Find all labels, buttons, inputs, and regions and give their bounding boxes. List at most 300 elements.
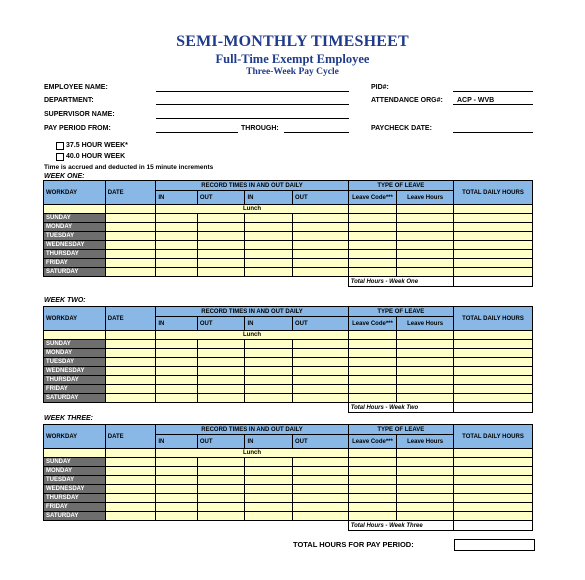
time-out-input[interactable] — [197, 250, 245, 259]
leave-hours-input[interactable] — [397, 394, 454, 403]
leave-hours-input[interactable] — [397, 503, 454, 512]
time-in-input[interactable] — [245, 494, 293, 503]
date-input[interactable] — [105, 512, 156, 521]
total-daily-hours-input[interactable] — [453, 385, 532, 394]
leave-code-header: Leave Code*** — [348, 191, 397, 205]
total-row-spacer — [44, 277, 349, 287]
week-two-label: WEEK TWO: — [44, 297, 86, 304]
lunch-label: Lunch — [156, 205, 348, 214]
total-daily-hours-input[interactable] — [453, 394, 532, 403]
time-in-input[interactable] — [245, 340, 293, 349]
workday-blank — [44, 331, 106, 340]
week-table — [43, 424, 533, 531]
week-total-input[interactable] — [453, 277, 532, 287]
time-in-input[interactable] — [156, 241, 198, 250]
workday-header: WORKDAY — [44, 307, 106, 331]
time-in-input[interactable] — [156, 476, 198, 485]
table-row — [44, 349, 533, 358]
leave-code-input[interactable] — [348, 241, 397, 250]
leave-hours-header: Leave Hours — [397, 435, 454, 449]
through-label: THROUGH: — [241, 125, 279, 132]
date-input[interactable] — [105, 259, 156, 268]
leave-hours-input[interactable] — [397, 223, 454, 232]
total-daily-hours-header: TOTAL DAILY HOURS — [453, 181, 532, 205]
week-table — [43, 306, 533, 413]
employee-name-label: EMPLOYEE NAME: — [44, 84, 108, 91]
leave-code-header: Leave Code*** — [348, 435, 397, 449]
leave-code-blank — [348, 331, 397, 340]
time-in-input[interactable] — [245, 268, 293, 277]
time-in-input[interactable] — [245, 467, 293, 476]
time-in-input[interactable] — [245, 349, 293, 358]
hours-40-label: 40.0 HOUR WEEK — [66, 153, 126, 160]
total-daily-hours-input[interactable] — [453, 494, 532, 503]
leave-code-input[interactable] — [348, 376, 397, 385]
time-out-input[interactable] — [197, 512, 245, 521]
total-daily-hours-input[interactable] — [453, 268, 532, 277]
leave-code-input[interactable] — [348, 494, 397, 503]
in-header: IN — [156, 435, 198, 449]
workday-cell: THURSDAY — [44, 250, 106, 259]
workday-cell: SUNDAY — [44, 458, 106, 467]
date-input[interactable] — [105, 467, 156, 476]
time-in-input[interactable] — [245, 385, 293, 394]
page-title: SEMI-MONTHLY TIMESHEET — [176, 33, 409, 50]
week-total-input[interactable] — [453, 403, 532, 413]
table-row — [44, 232, 533, 241]
workday-cell: WEDNESDAY — [44, 241, 106, 250]
workday-cell: THURSDAY — [44, 376, 106, 385]
time-out-input[interactable] — [293, 394, 349, 403]
leave-code-input[interactable] — [348, 385, 397, 394]
out-header: OUT — [197, 191, 245, 205]
week-total-input[interactable] — [453, 521, 532, 531]
time-in-input[interactable] — [156, 376, 198, 385]
total-daily-hours-input[interactable] — [453, 241, 532, 250]
workday-cell: SUNDAY — [44, 214, 106, 223]
supervisor-name-field[interactable] — [156, 118, 349, 119]
in-header: IN — [245, 191, 293, 205]
total-daily-hours-input[interactable] — [453, 250, 532, 259]
leave-code-input[interactable] — [348, 259, 397, 268]
leave-hours-input[interactable] — [397, 232, 454, 241]
table-row — [44, 214, 533, 223]
time-out-input[interactable] — [197, 458, 245, 467]
total-pay-period-field[interactable] — [454, 539, 535, 551]
time-in-input[interactable] — [156, 512, 198, 521]
time-out-input[interactable] — [293, 223, 349, 232]
time-in-input[interactable] — [156, 250, 198, 259]
time-out-input[interactable] — [197, 358, 245, 367]
time-out-input[interactable] — [293, 259, 349, 268]
increment-note: Time is accrued and deducted in 15 minute increments — [44, 164, 214, 171]
leave-hours-input[interactable] — [397, 467, 454, 476]
leave-code-blank — [348, 449, 397, 458]
out-header: OUT — [293, 191, 349, 205]
time-out-input[interactable] — [197, 467, 245, 476]
table-row — [44, 494, 533, 503]
total-row-spacer — [44, 521, 349, 531]
time-out-input[interactable] — [197, 376, 245, 385]
workday-cell: WEDNESDAY — [44, 367, 106, 376]
time-out-input[interactable] — [293, 241, 349, 250]
total-daily-hours-input[interactable] — [453, 259, 532, 268]
date-input[interactable] — [105, 458, 156, 467]
table-row — [44, 512, 533, 521]
workday-header: WORKDAY — [44, 181, 106, 205]
time-in-input[interactable] — [156, 358, 198, 367]
week-three-label: WEEK THREE: — [44, 415, 93, 422]
time-in-input[interactable] — [245, 458, 293, 467]
pay-period-from-field[interactable] — [156, 132, 238, 133]
time-out-input[interactable] — [293, 349, 349, 358]
time-in-input[interactable] — [245, 512, 293, 521]
workday-cell: SUNDAY — [44, 340, 106, 349]
attendance-org-value: ACP - WVB — [457, 97, 495, 104]
attendance-org-label: ATTENDANCE ORG#: — [371, 97, 443, 104]
time-out-input[interactable] — [197, 385, 245, 394]
time-in-input[interactable] — [156, 494, 198, 503]
time-in-input[interactable] — [156, 349, 198, 358]
leave-hours-input[interactable] — [397, 268, 454, 277]
time-in-input[interactable] — [245, 376, 293, 385]
time-out-input[interactable] — [293, 358, 349, 367]
time-out-input[interactable] — [293, 232, 349, 241]
workday-cell: FRIDAY — [44, 503, 106, 512]
time-out-input[interactable] — [293, 476, 349, 485]
leave-hours-input[interactable] — [397, 340, 454, 349]
workday-cell: FRIDAY — [44, 259, 106, 268]
time-out-input[interactable] — [293, 467, 349, 476]
time-out-input[interactable] — [197, 223, 245, 232]
lunch-label: Lunch — [156, 449, 348, 458]
table-row — [44, 358, 533, 367]
time-in-input[interactable] — [245, 476, 293, 485]
leave-code-input[interactable] — [348, 485, 397, 494]
leave-code-input[interactable] — [348, 503, 397, 512]
time-in-input[interactable] — [245, 503, 293, 512]
table-row — [44, 340, 533, 349]
table-row — [44, 503, 533, 512]
time-in-input[interactable] — [156, 340, 198, 349]
time-in-input[interactable] — [156, 394, 198, 403]
time-out-input[interactable] — [197, 241, 245, 250]
table-row — [44, 485, 533, 494]
time-out-input[interactable] — [293, 512, 349, 521]
table-row — [44, 394, 533, 403]
time-in-input[interactable] — [156, 223, 198, 232]
leave-code-input[interactable] — [348, 214, 397, 223]
total-daily-hours-input[interactable] — [453, 467, 532, 476]
time-in-input[interactable] — [156, 503, 198, 512]
date-header: DATE — [105, 425, 156, 449]
department-label: DEPARTMENT: — [44, 97, 94, 104]
time-out-input[interactable] — [197, 394, 245, 403]
leave-hours-input[interactable] — [397, 376, 454, 385]
through-field[interactable] — [284, 132, 349, 133]
week-total-label: Total Hours - Week One — [348, 277, 453, 287]
workday-cell: TUESDAY — [44, 358, 106, 367]
time-out-input[interactable] — [197, 232, 245, 241]
table-row — [44, 367, 533, 376]
leave-hours-header: Leave Hours — [397, 191, 454, 205]
leave-hours-input[interactable] — [397, 349, 454, 358]
time-out-input[interactable] — [197, 367, 245, 376]
time-in-input[interactable] — [245, 241, 293, 250]
lunch-label: Lunch — [156, 331, 348, 340]
date-blank — [105, 449, 156, 458]
out-header: OUT — [293, 317, 349, 331]
hours-37-5-label: 37.5 HOUR WEEK* — [66, 142, 128, 149]
date-input[interactable] — [105, 214, 156, 223]
workday-cell: SATURDAY — [44, 512, 106, 521]
page-subtitle: Full-Time Exempt Employee — [215, 52, 370, 66]
time-in-input[interactable] — [245, 394, 293, 403]
total-daily-hours-input[interactable] — [453, 349, 532, 358]
employee-name-field[interactable] — [156, 91, 349, 92]
time-out-input[interactable] — [293, 214, 349, 223]
total-daily-hours-header: TOTAL DAILY HOURS — [453, 425, 532, 449]
leave-code-header: Leave Code*** — [348, 317, 397, 331]
date-input[interactable] — [105, 376, 156, 385]
table-row — [44, 476, 533, 485]
in-header: IN — [156, 191, 198, 205]
workday-cell: WEDNESDAY — [44, 485, 106, 494]
leave-hours-input[interactable] — [397, 512, 454, 521]
workday-cell: MONDAY — [44, 223, 106, 232]
time-out-input[interactable] — [197, 485, 245, 494]
leave-code-input[interactable] — [348, 458, 397, 467]
table-row — [44, 268, 533, 277]
record-times-header: RECORD TIMES IN AND OUT DAILY — [156, 425, 348, 435]
leave-code-blank — [348, 205, 397, 214]
leave-hours-input[interactable] — [397, 367, 454, 376]
workday-cell: TUESDAY — [44, 476, 106, 485]
leave-hours-input[interactable] — [397, 259, 454, 268]
total-daily-hours-input[interactable] — [453, 503, 532, 512]
total-row-spacer — [44, 403, 349, 413]
time-out-input[interactable] — [197, 259, 245, 268]
leave-hours-input[interactable] — [397, 485, 454, 494]
date-input[interactable] — [105, 485, 156, 494]
date-header: DATE — [105, 307, 156, 331]
week-one-label: WEEK ONE: — [44, 173, 85, 180]
leave-hours-blank — [397, 205, 454, 214]
time-in-input[interactable] — [156, 367, 198, 376]
out-header: OUT — [197, 435, 245, 449]
week-total-label: Total Hours - Week Two — [348, 403, 453, 413]
leave-code-input[interactable] — [348, 358, 397, 367]
time-in-input[interactable] — [245, 250, 293, 259]
date-input[interactable] — [105, 349, 156, 358]
pid-label: PID#: — [371, 84, 389, 91]
time-in-input[interactable] — [245, 358, 293, 367]
workday-cell: TUESDAY — [44, 232, 106, 241]
time-out-input[interactable] — [293, 458, 349, 467]
leave-code-input[interactable] — [348, 268, 397, 277]
leave-hours-input[interactable] — [397, 214, 454, 223]
total-daily-hours-input[interactable] — [453, 232, 532, 241]
time-out-input[interactable] — [293, 503, 349, 512]
pay-period-from-label: PAY PERIOD FROM: — [44, 125, 111, 132]
record-times-header: RECORD TIMES IN AND OUT DAILY — [156, 181, 348, 191]
hours-37-5-checkbox[interactable] — [56, 142, 64, 150]
time-in-input[interactable] — [245, 485, 293, 494]
week-total-label: Total Hours - Week Three — [348, 521, 453, 531]
pay-cycle-label: Three-Week Pay Cycle — [246, 67, 339, 77]
time-out-input[interactable] — [293, 268, 349, 277]
time-in-input[interactable] — [245, 232, 293, 241]
time-out-input[interactable] — [293, 367, 349, 376]
total-daily-hours-input[interactable] — [453, 214, 532, 223]
time-out-input[interactable] — [197, 349, 245, 358]
paycheck-date-label: PAYCHECK DATE: — [371, 125, 432, 132]
time-in-input[interactable] — [156, 214, 198, 223]
workday-cell: MONDAY — [44, 349, 106, 358]
table-row — [44, 241, 533, 250]
time-out-input[interactable] — [293, 376, 349, 385]
leave-code-input[interactable] — [348, 223, 397, 232]
leave-code-input[interactable] — [348, 349, 397, 358]
leave-hours-input[interactable] — [397, 385, 454, 394]
date-input[interactable] — [105, 232, 156, 241]
total-daily-hours-input[interactable] — [453, 340, 532, 349]
leave-hours-blank — [397, 331, 454, 340]
week-table — [43, 180, 533, 287]
out-header: OUT — [293, 435, 349, 449]
total-daily-hours-input[interactable] — [453, 476, 532, 485]
total-daily-hours-input[interactable] — [453, 512, 532, 521]
time-in-input[interactable] — [156, 268, 198, 277]
date-input[interactable] — [105, 476, 156, 485]
date-input[interactable] — [105, 268, 156, 277]
in-header: IN — [245, 317, 293, 331]
table-row — [44, 250, 533, 259]
leave-hours-input[interactable] — [397, 458, 454, 467]
time-in-input[interactable] — [156, 458, 198, 467]
leave-code-input[interactable] — [348, 394, 397, 403]
time-out-input[interactable] — [293, 494, 349, 503]
leave-hours-input[interactable] — [397, 241, 454, 250]
department-field[interactable] — [156, 104, 349, 105]
supervisor-name-label: SUPERVISOR NAME: — [44, 111, 115, 118]
time-out-input[interactable] — [197, 476, 245, 485]
attendance-org-field[interactable] — [453, 104, 533, 105]
time-out-input[interactable] — [293, 485, 349, 494]
table-row — [44, 223, 533, 232]
date-input[interactable] — [105, 394, 156, 403]
workday-blank — [44, 205, 106, 214]
leave-code-input[interactable] — [348, 476, 397, 485]
total-blank — [453, 205, 532, 214]
time-out-input[interactable] — [197, 268, 245, 277]
date-input[interactable] — [105, 340, 156, 349]
time-out-input[interactable] — [197, 340, 245, 349]
time-out-input[interactable] — [293, 340, 349, 349]
time-in-input[interactable] — [245, 214, 293, 223]
total-daily-hours-input[interactable] — [453, 458, 532, 467]
time-out-input[interactable] — [197, 503, 245, 512]
total-daily-hours-input[interactable] — [453, 485, 532, 494]
total-daily-hours-input[interactable] — [453, 223, 532, 232]
workday-header: WORKDAY — [44, 425, 106, 449]
total-blank — [453, 449, 532, 458]
leave-code-input[interactable] — [348, 367, 397, 376]
date-input[interactable] — [105, 241, 156, 250]
workday-cell: FRIDAY — [44, 385, 106, 394]
leave-code-input[interactable] — [348, 250, 397, 259]
in-header: IN — [156, 317, 198, 331]
time-out-input[interactable] — [197, 214, 245, 223]
date-input[interactable] — [105, 358, 156, 367]
date-header: DATE — [105, 181, 156, 205]
date-input[interactable] — [105, 494, 156, 503]
out-header: OUT — [197, 317, 245, 331]
time-in-input[interactable] — [245, 223, 293, 232]
time-in-input[interactable] — [245, 367, 293, 376]
date-input[interactable] — [105, 367, 156, 376]
total-daily-hours-header: TOTAL DAILY HOURS — [453, 307, 532, 331]
time-in-input[interactable] — [156, 467, 198, 476]
time-in-input[interactable] — [245, 259, 293, 268]
leave-hours-input[interactable] — [397, 476, 454, 485]
leave-hours-input[interactable] — [397, 494, 454, 503]
workday-cell: SATURDAY — [44, 268, 106, 277]
hours-40-checkbox[interactable] — [56, 153, 64, 161]
paycheck-date-field[interactable] — [453, 132, 533, 133]
date-blank — [105, 205, 156, 214]
date-input[interactable] — [105, 250, 156, 259]
leave-code-input[interactable] — [348, 512, 397, 521]
time-out-input[interactable] — [293, 250, 349, 259]
leave-hours-input[interactable] — [397, 250, 454, 259]
total-pay-period-label: TOTAL HOURS FOR PAY PERIOD: — [293, 540, 414, 549]
in-header: IN — [245, 435, 293, 449]
leave-code-input[interactable] — [348, 340, 397, 349]
time-in-input[interactable] — [156, 232, 198, 241]
table-row — [44, 259, 533, 268]
date-blank — [105, 331, 156, 340]
record-times-header: RECORD TIMES IN AND OUT DAILY — [156, 307, 348, 317]
workday-cell: MONDAY — [44, 467, 106, 476]
leave-code-input[interactable] — [348, 232, 397, 241]
table-row — [44, 458, 533, 467]
type-of-leave-header: TYPE OF LEAVE — [348, 307, 453, 317]
leave-hours-input[interactable] — [397, 358, 454, 367]
date-input[interactable] — [105, 223, 156, 232]
date-input[interactable] — [105, 503, 156, 512]
leave-hours-header: Leave Hours — [397, 317, 454, 331]
table-row — [44, 385, 533, 394]
workday-cell: THURSDAY — [44, 494, 106, 503]
time-in-input[interactable] — [156, 259, 198, 268]
time-out-input[interactable] — [197, 494, 245, 503]
time-in-input[interactable] — [156, 385, 198, 394]
total-daily-hours-input[interactable] — [453, 367, 532, 376]
leave-hours-blank — [397, 449, 454, 458]
total-daily-hours-input[interactable] — [453, 376, 532, 385]
workday-cell: SATURDAY — [44, 394, 106, 403]
date-input[interactable] — [105, 385, 156, 394]
table-row — [44, 467, 533, 476]
total-daily-hours-input[interactable] — [453, 358, 532, 367]
type-of-leave-header: TYPE OF LEAVE — [348, 181, 453, 191]
time-out-input[interactable] — [293, 385, 349, 394]
pid-field[interactable] — [453, 91, 533, 92]
total-blank — [453, 331, 532, 340]
time-in-input[interactable] — [156, 485, 198, 494]
leave-code-input[interactable] — [348, 467, 397, 476]
